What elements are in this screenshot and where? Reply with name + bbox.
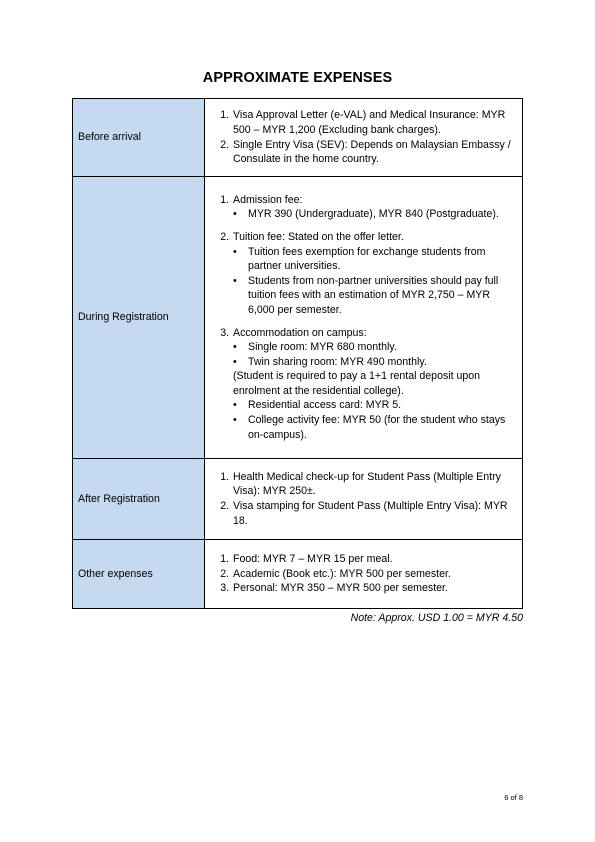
table-row	[73, 459, 523, 540]
row-label-after-registration: After Registration	[73, 459, 205, 540]
list-item-text: Admission fee:	[233, 193, 303, 206]
row-label-before-arrival: Before arrival	[73, 99, 205, 177]
currency-note: Note: Approx. USD 1.00 = MYR 4.50	[350, 612, 523, 624]
deposit-note: (Student is required to pay a 1+1 rental deposit upon enrolment at the residential college).	[233, 370, 481, 397]
bullet-item: • Single room: MYR 680 monthly.	[247, 340, 516, 355]
expenses-table	[72, 98, 523, 609]
list-item-text: Tuition fee: Stated on the offer letter.	[233, 230, 404, 243]
list-item: 2. Visa stamping for Student Pass (Multiple Entry Visa): MYR 18.	[232, 499, 516, 528]
row-content-after-registration	[205, 459, 523, 540]
list-item: 2. Single Entry Visa (SEV): Depends on Malaysian Embassy / Consulate in the home country.	[232, 138, 516, 167]
list-item: 1. Visa Approval Letter (e-VAL) and Medical Insurance: MYR 500 – MYR 1,200 (Excluding bank charges).	[232, 108, 516, 137]
table-row	[73, 177, 523, 459]
bullet-item: • Residential access card: MYR 5.	[247, 398, 516, 413]
list-item: 1. Health Medical check-up for Student Pass (Multiple Entry Visa): MYR 250±.	[232, 470, 516, 499]
page-title: APPROXIMATE EXPENSES	[202, 70, 393, 86]
table-row	[73, 99, 523, 177]
list-item	[232, 193, 516, 222]
page-number: 6 of 8	[504, 793, 523, 802]
bullet-item: • Twin sharing room: MYR 490 monthly.	[247, 355, 516, 370]
list-item	[232, 326, 516, 443]
bullet-item: • MYR 390 (Undergraduate), MYR 840 (Postgraduate).	[247, 207, 516, 222]
row-content-during-registration	[205, 177, 523, 459]
bullet-item: • Tuition fees exemption for exchange students from partner universities.	[247, 245, 516, 274]
list-item-text: Accommodation on campus:	[233, 326, 367, 339]
table-row	[73, 540, 523, 609]
row-label-other-expenses: Other expenses	[73, 540, 205, 609]
list-item: 3. Personal: MYR 350 – MYR 500 per semester.	[232, 581, 516, 596]
row-content-other-expenses	[205, 540, 523, 609]
row-content-before-arrival	[205, 99, 523, 177]
bullet-item: • Students from non-partner universities should pay full tuition fees with an estimation of MYR 2,750 – MYR 6,000 per semester.	[247, 274, 516, 318]
list-item: 2. Academic (Book etc.): MYR 500 per semester.	[232, 567, 516, 582]
list-item: 1. Food: MYR 7 – MYR 15 per meal.	[232, 552, 516, 567]
row-label-during-registration: During Registration	[73, 177, 205, 459]
list-item	[232, 230, 516, 318]
bullet-item: • College activity fee: MYR 50 (for the student who stays on-campus).	[247, 413, 516, 442]
